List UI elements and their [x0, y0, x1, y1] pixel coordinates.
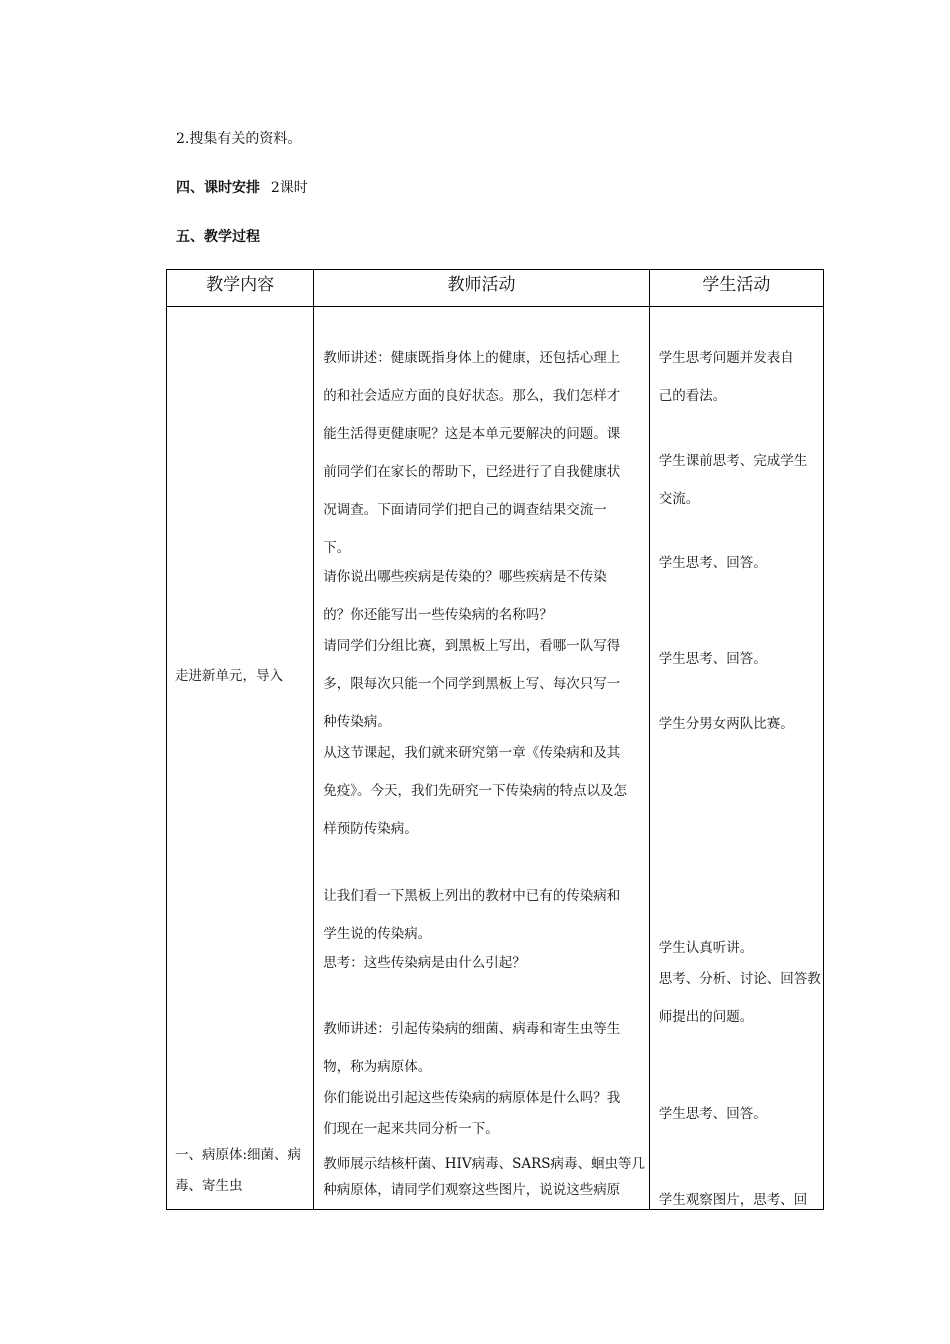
header-content: 教学内容 — [167, 270, 314, 307]
teacher-text: 免疫》。今天，我们先研究一下传染病的特点以及怎 — [323, 783, 627, 799]
teaching-process-table — [166, 269, 824, 1210]
teacher-text: 物，称为病原体。 — [323, 1059, 432, 1075]
teacher-text: 前同学们在家长的帮助下，已经进行了自我健康状 — [323, 464, 621, 480]
student-text: 学生思考、回答。 — [658, 1106, 767, 1122]
teacher-text: 下。 — [323, 540, 351, 556]
student-text: 学生分男女两队比赛。 — [658, 716, 794, 732]
teacher-text: 种病原体，请同学们观察这些图片，说说这些病原 — [323, 1182, 621, 1198]
teacher-text: 教师讲述：引起传染病的细菌、病毒和寄生虫等生 — [323, 1021, 621, 1037]
intro-line: 2.搜集有关的资料。 — [176, 131, 302, 147]
teacher-text: 能生活得更健康呢？这是本单元要解决的问题。课 — [323, 426, 621, 442]
student-text: 交流。 — [658, 491, 700, 507]
header-teacher: 教师活动 — [314, 270, 650, 307]
student-text: 师提出的问题。 — [658, 1009, 754, 1025]
student-text: 学生思考问题并发表自 — [658, 350, 794, 366]
teacher-text: 样预防传染病。 — [323, 821, 418, 837]
teacher-text: 思考：这些传染病是由什么引起？ — [323, 955, 526, 971]
student-text: 学生思考、回答。 — [658, 555, 767, 571]
teacher-text: 你们能说出引起这些传染病的病原体是什么吗？我 — [323, 1090, 621, 1106]
section5-heading: 五、教学过程 — [176, 229, 260, 245]
teacher-text: 们现在一起来共同分析一下。 — [323, 1121, 499, 1137]
teacher-text: 教师讲述：健康既指身体上的健康，还包括心理上 — [323, 350, 621, 366]
teacher-text: 的？你还能写出一些传染病的名称吗？ — [323, 607, 553, 623]
content-text: 走进新单元，导入 — [175, 668, 283, 684]
teacher-text: 请你说出哪些疾病是传染的？哪些疾病是不传染 — [323, 569, 607, 585]
teacher-cell — [314, 307, 650, 1210]
student-text: 学生思考、回答。 — [658, 651, 767, 667]
teacher-text: 况调查。下面请同学们把自己的调查结果交流一 — [323, 502, 607, 518]
teacher-text: 从这节课起，我们就来研究第一章《传染病和及其 — [323, 745, 621, 761]
content-cell — [167, 307, 314, 1210]
student-text: 学生课前思考、完成学生 — [658, 453, 808, 469]
header-student: 学生活动 — [649, 270, 823, 307]
section4-title: 四、课时安排 — [176, 180, 260, 196]
teacher-text: 种传染病。 — [323, 714, 391, 730]
student-text: 思考、分析、讨论、回答教 — [658, 971, 821, 987]
section4-value: 2课时 — [270, 180, 308, 196]
teacher-text: 教师展示结核杆菌、HIV病毒、SARS病毒、蛔虫等几 — [323, 1156, 645, 1172]
content-text: 毒、寄生虫 — [175, 1178, 243, 1194]
student-cell — [649, 307, 823, 1210]
teacher-text: 请同学们分组比赛，到黑板上写出，看哪一队写得 — [323, 638, 621, 654]
teacher-text: 学生说的传染病。 — [323, 926, 432, 942]
teacher-text: 多，限每次只能一个同学到黑板上写、每次只写一 — [323, 676, 621, 692]
content-text: 一、病原体:细菌、病 — [175, 1147, 302, 1163]
table-row — [167, 307, 824, 1210]
teacher-text: 让我们看一下黑板上列出的教材中已有的传染病和 — [323, 888, 621, 904]
student-text: 学生观察图片，思考、回 — [658, 1192, 808, 1208]
table-header-row — [167, 270, 824, 307]
student-text: 己的看法。 — [658, 388, 727, 404]
section4-heading — [176, 177, 308, 197]
student-text: 学生认真听讲。 — [658, 940, 754, 956]
teacher-text: 的和社会适应方面的良好状态。那么，我们怎样才 — [323, 388, 621, 404]
